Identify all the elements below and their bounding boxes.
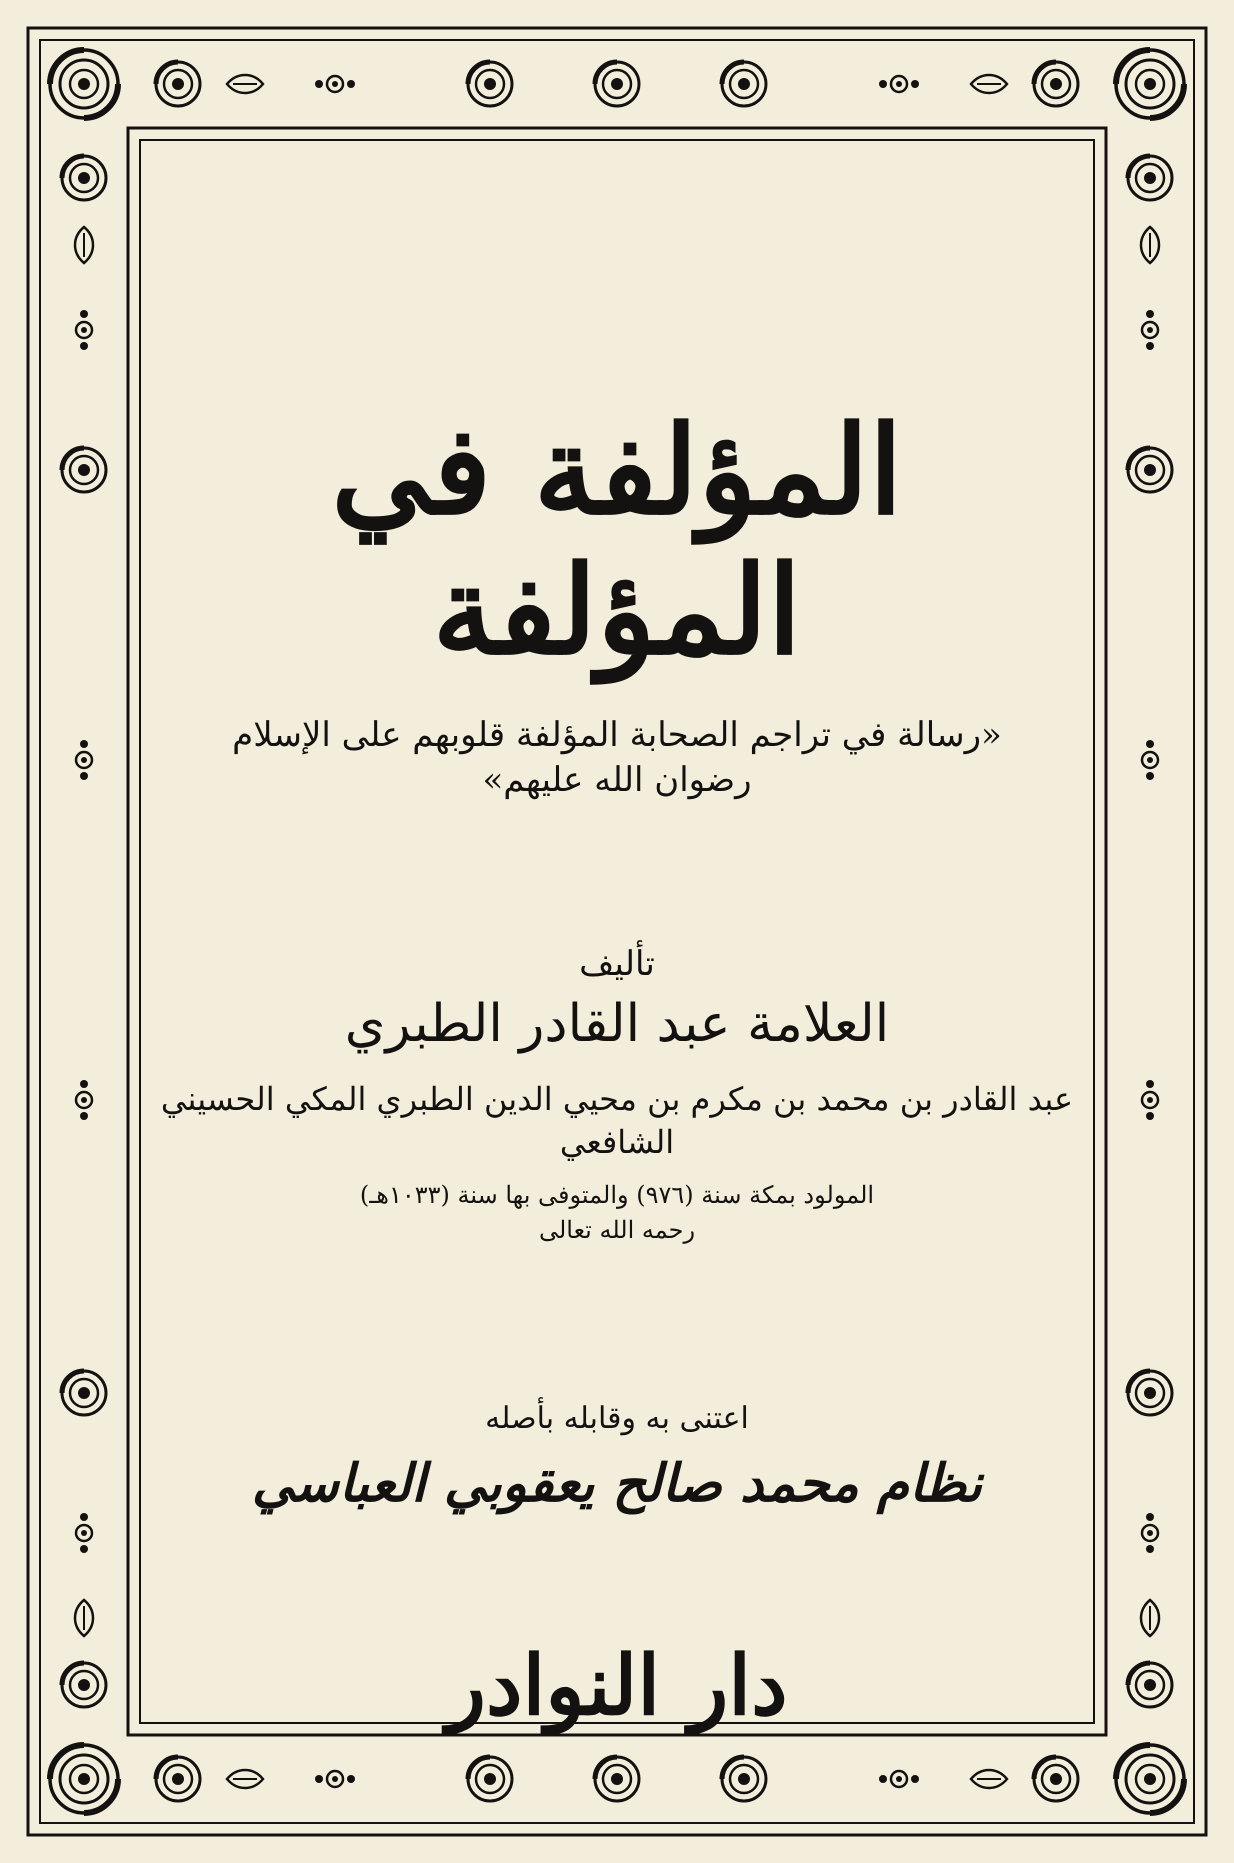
publisher-logo: دار النوادر: [446, 1638, 788, 1735]
book-title: المؤلفة في المؤلفة: [331, 398, 903, 683]
book-subtitle-line2: رضوان الله عليهم»: [482, 760, 752, 801]
editor-block: [150, 1398, 1084, 1518]
author-block: [150, 942, 1084, 1247]
edited-by-label: اعتنى به وقابله بأصله: [485, 1400, 749, 1436]
editor-name: نظام محمد صالح يعقوبي العباسي: [251, 1452, 983, 1514]
book-subtitle: «رسالة في تراجم الصحابة المؤلفة قلوبهم على الإسلام: [232, 714, 1002, 755]
author-title: العلامة عبد القادر الطبري: [344, 993, 890, 1054]
author-dates: المولود بمكة سنة (٩٧٦) والمتوفى بها سنة (١٠٣٣هـ): [359, 1180, 875, 1209]
compiled-by-label: تأليف: [579, 944, 655, 985]
floral-corner-ornament: [971, 50, 1184, 263]
author-blessing: رحمه الله تعالى: [538, 1216, 696, 1245]
floral-corner-ornament: [50, 50, 263, 263]
title-page-content: [150, 380, 1084, 1736]
author-full-name: عبد القادر بن محمد بن مكرم بن محيي الدين الطبري المكي الحسيني الشافعي: [160, 1080, 1074, 1162]
